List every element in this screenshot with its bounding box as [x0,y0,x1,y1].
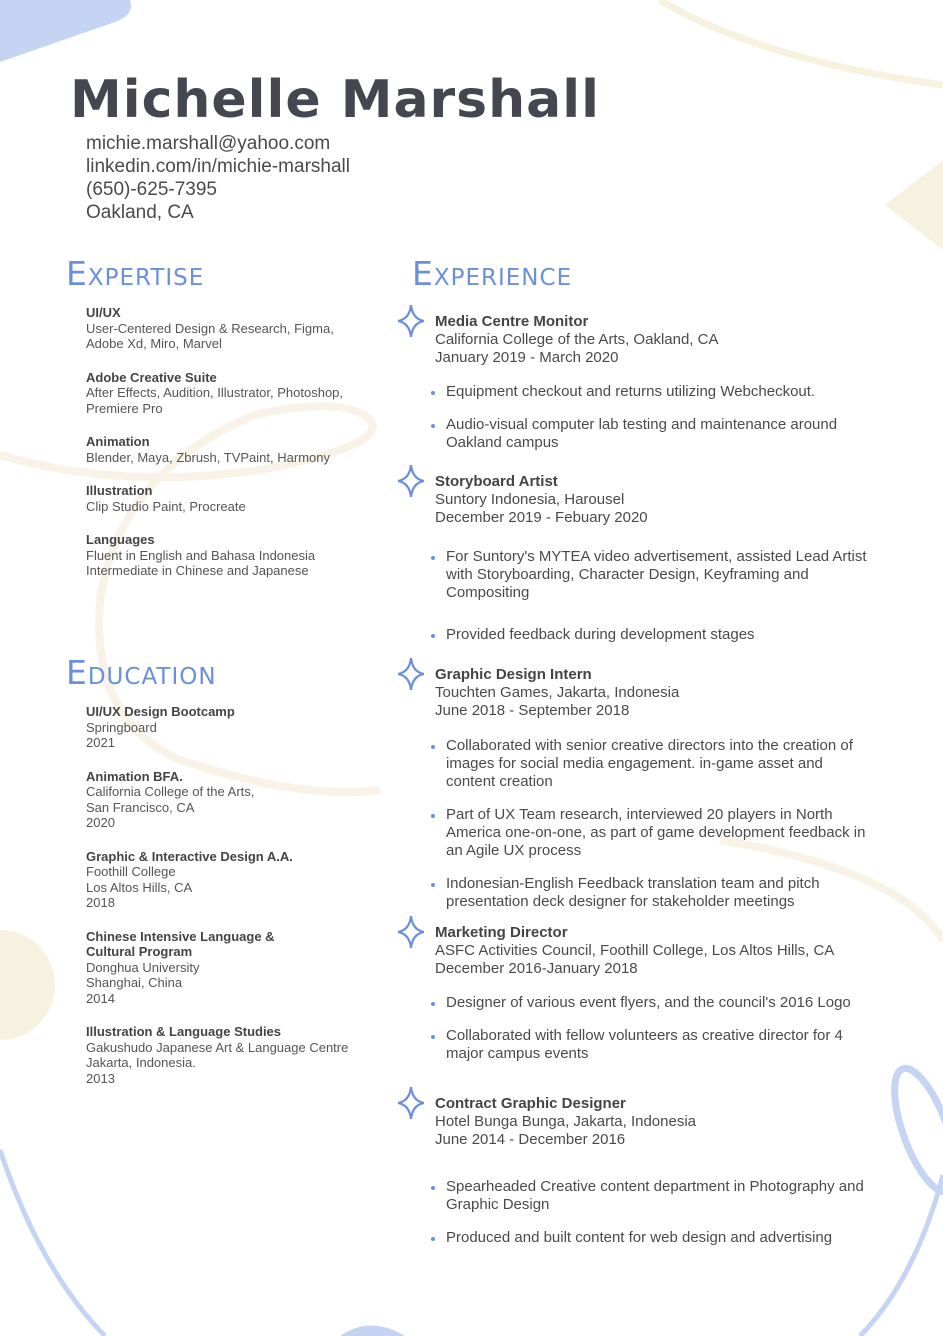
bottom-center-blob [340,1326,405,1336]
job-title: Marketing Director [435,924,568,941]
education-line: Los Altos Hills, CA [86,879,193,895]
job-bullets [398,737,918,911]
education-item [86,704,376,751]
expertise-line: Fluent in English and Bahasa Indonesia [86,547,316,563]
job-title: Contract Graphic Designer [435,1095,626,1112]
expertise-title: Animation [86,434,150,449]
job-dates: June 2014 - December 2016 [435,1131,626,1148]
education-line: 2020 [86,815,115,830]
job-bullets [398,1178,918,1247]
location: Oakland, CA [86,202,194,223]
education-line: Jakarta, Indonesia. [86,1055,196,1070]
expertise-item [86,532,376,579]
top-left-blob [0,0,131,62]
job-bullet: Collaborated with fellow volunteers as creative director for 4 major campus events [446,1027,876,1063]
experience-heading: Experience [412,254,573,293]
job-bullet: Indonesian-English Feedback translation team and pitch presentation deck designer for stakeholder meetings [446,875,876,911]
education-line: 2013 [86,1070,115,1086]
expertise-line: Adobe Xd, Miro, Marvel [86,336,222,351]
job-title: Graphic Design Intern [435,666,592,683]
expertise-title: Illustration [86,483,153,498]
job-org: Hotel Bunga Bunga, Jakarta, Indonesia [435,1113,697,1130]
job-title: Storyboard Artist [435,473,558,490]
education-line: 2018 [86,895,115,910]
expertise-item [86,434,376,465]
education-line: Gakushudo Japanese Art & Language Centre [86,1039,349,1055]
education-item [86,849,376,911]
job-entry [398,1095,918,1247]
job-bullet: Collaborated with senior creative directors into the creation of images for social media engagement. in-game asset and content creation [446,737,876,791]
job-dates: December 2019 - Febuary 2020 [435,509,648,526]
job-entry [398,666,918,911]
job-bullet: Equipment checkout and returns utilizing Webcheckout. [446,383,876,401]
job-bullet: Part of UX Team research, interviewed 20 players in North America one-on-one, as part of game development feedback in an Agile UX process [446,806,876,860]
job-org: Suntory Indonesia, Harousel [435,491,625,508]
expertise-item [86,370,376,417]
expertise-item [86,305,376,352]
job-bullets [398,548,918,644]
job-entry [398,473,918,644]
expertise-heading: Expertise [66,254,205,293]
job-dates: January 2019 - March 2020 [435,349,619,366]
sparkle-icon [398,916,424,948]
education-line: 2014 [86,990,115,1006]
top-right-arc [660,0,943,85]
education-line: Springboard [86,719,157,735]
job-bullets [398,383,918,452]
job-title: Media Centre Monitor [435,313,589,330]
education-title: UI/UX Design Bootcamp [86,704,235,719]
education-list [86,704,376,1104]
job-bullet: For Suntory's MYTEA video advertisement, assisted Lead Artist with Storyboarding, Character Design, Keyframing and Compositing [446,548,876,602]
education-title: Animation BFA. [86,768,183,784]
expertise-line: Blender, Maya, Zbrush, TVPaint, Harmony [86,449,330,465]
education-line: Foothill College [86,864,176,879]
resume-name: Michelle Marshall [70,70,600,130]
job-entry [398,924,918,1063]
expertise-line: User-Centered Design & Research, Figma, [86,320,334,336]
sparkle-icon [398,465,424,497]
bottom-left-arc [0,1150,105,1336]
job-entry [398,313,918,452]
education-line: 2021 [86,735,115,750]
job-dates: June 2018 - September 2018 [435,702,630,719]
phone: (650)-625-7395 [86,179,217,200]
expertise-list [86,305,376,597]
sparkle-icon [398,658,424,690]
education-line: California College of the Arts, [86,784,255,799]
education-line: San Francisco, CA [86,799,195,815]
education-item [86,1024,376,1086]
education-item [86,769,376,831]
job-org: California College of the Arts, Oakland, CA [435,331,719,348]
email: michie.marshall@yahoo.com [86,133,331,154]
education-title: Chinese Intensive Language & Cultural Program [86,928,275,959]
right-cream-shape [885,160,943,250]
expertise-title: Languages [86,532,155,547]
left-cream-circle [0,930,55,1040]
education-title: Graphic & Interactive Design A.A. [86,848,293,864]
sparkle-icon [398,305,424,337]
expertise-line: Clip Studio Paint, Procreate [86,498,246,514]
job-org: Touchten Games, Jakarta, Indonesia [435,684,680,701]
job-bullet: Provided feedback during development stages [446,626,876,644]
education-line: Shanghai, China [86,975,183,990]
education-item [86,929,376,1007]
education-title: Illustration & Language Studies [86,1024,282,1039]
education-line: Donghua University [86,959,200,975]
job-bullet: Designer of various event flyers, and the council's 2016 Logo [446,994,876,1012]
contact-info [86,132,350,224]
job-org: ASFC Activities Council, Foothill College, Los Altos Hills, CA [435,942,835,959]
job-bullets [398,994,918,1063]
job-bullet: Spearheaded Creative content department in Photography and Graphic Design [446,1178,876,1214]
expertise-line: Premiere Pro [86,400,163,416]
education-heading: Education [66,653,217,692]
sparkle-icon [398,1087,424,1119]
job-dates: December 2016-January 2018 [435,960,638,977]
expertise-title: Adobe Creative Suite [86,369,217,385]
job-bullet: Produced and built content for web design and advertising [446,1229,876,1247]
expertise-line: Intermediate in Chinese and Japanese [86,563,309,578]
expertise-title: UI/UX [86,305,121,320]
expertise-item [86,483,376,514]
expertise-line: After Effects, Audition, Illustrator, Photoshop, [86,385,344,400]
linkedin: linkedin.com/in/michie-marshall [86,156,350,177]
job-bullet: Audio-visual computer lab testing and maintenance around Oakland campus [446,416,876,452]
